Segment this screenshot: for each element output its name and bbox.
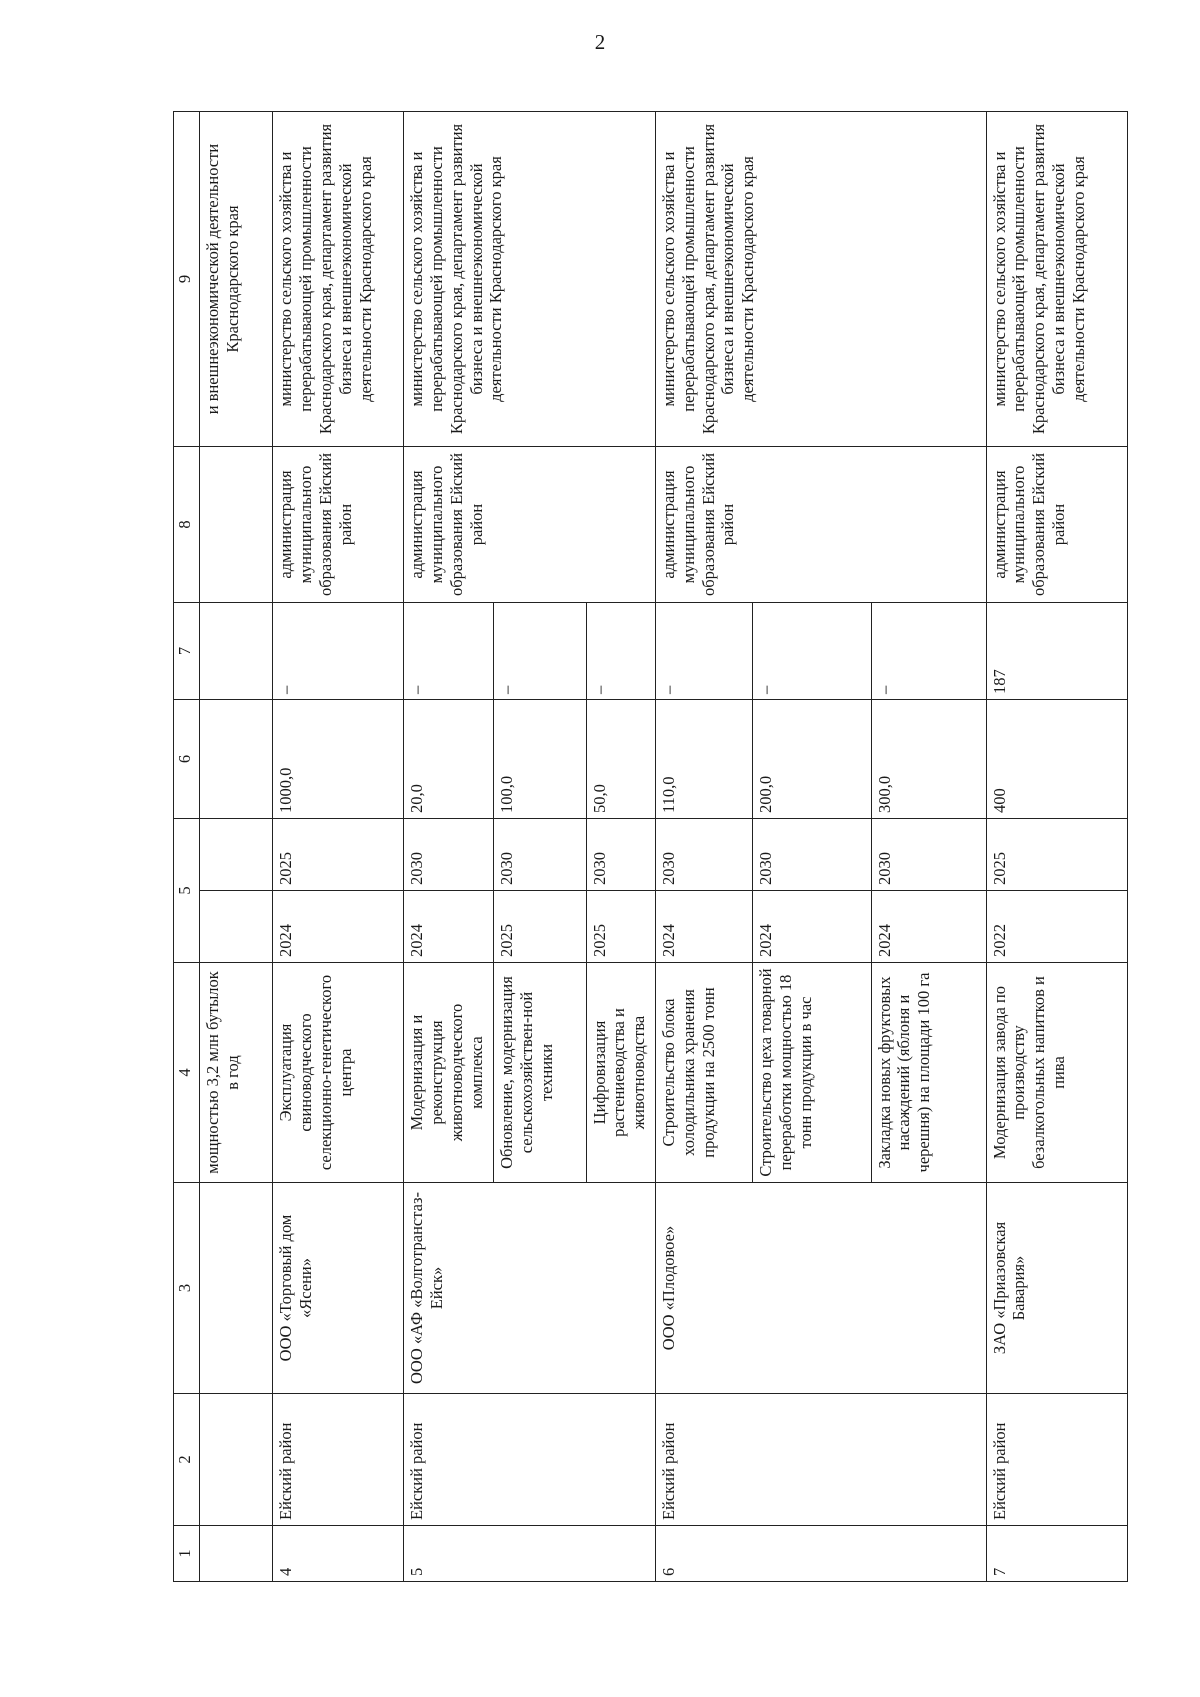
col-header-5: 5 — [174, 819, 200, 963]
cell-end-year: 2030 — [404, 819, 494, 891]
cell-district: Ейский район — [273, 1394, 404, 1526]
cell-administration: администрация муниципального образования Ейский район — [273, 447, 404, 603]
cell-investment: 100,0 — [494, 700, 586, 819]
cell-jobs: – — [586, 603, 655, 700]
cell-project-name: Закладка новых фруктовых насаждений (яблоня и черешня) на площади 100 га — [871, 963, 986, 1183]
cell-start-year: 2025 — [586, 891, 655, 963]
cell-company: ЗАО «Приазовская Бавария» — [986, 1183, 1127, 1394]
cell-jobs: 187 — [986, 603, 1127, 700]
col-header-6: 6 — [174, 700, 200, 819]
cell-investment: 400 — [986, 700, 1127, 819]
cell-company: ООО «Торговый дом «Ясени» — [273, 1183, 404, 1394]
cell-company: ООО «АФ «Волготранстаз-Ейск» — [404, 1183, 656, 1394]
cell-start-year: 2024 — [655, 891, 752, 963]
cell-investment: 200,0 — [753, 700, 871, 819]
cell-ministry: министерство сельского хозяйства и перерабатывающей промышленности Краснодарского края, департамент развития бизнеса и внешнеэкономической деятельности Краснодарского края — [404, 112, 656, 447]
cell-jobs: – — [871, 603, 986, 700]
cell-jobs: – — [273, 603, 404, 700]
cell-row-number: 6 — [655, 1526, 986, 1582]
table-row — [273, 112, 404, 1582]
col-header-4: 4 — [174, 963, 200, 1183]
table-row — [404, 112, 494, 1582]
cell-administration: администрация муниципального образования Ейский район — [404, 447, 656, 603]
cell-start-year: 2022 — [986, 891, 1127, 963]
col-header-9: 9 — [174, 112, 200, 447]
cell-jobs: – — [404, 603, 494, 700]
cell-ministry: министерство сельского хозяйства и перерабатывающей промышленности Краснодарского края, департамент развития бизнеса и внешнеэкономической деятельности Краснодарского края — [986, 112, 1127, 447]
cell-ministry: министерство сельского хозяйства и перерабатывающей промышленности Краснодарского края, департамент развития бизнеса и внешнеэкономической деятельности Краснодарского края — [655, 112, 986, 447]
cell-investment: 50,0 — [586, 700, 655, 819]
cell-end-year: 2025 — [273, 819, 404, 891]
cell-district: Ейский район — [404, 1394, 656, 1526]
cell-project-name: Эксплуатация свиноводческого селекционно-генетического центра — [273, 963, 404, 1183]
cell-end-year: 2030 — [586, 819, 655, 891]
cell-project-name: Цифровизация растениеводства и животноводства — [586, 963, 655, 1183]
cell-project-name: Модернизация и реконструкция животноводческого комплекса — [404, 963, 494, 1183]
cell-start-year: 2024 — [753, 891, 871, 963]
cell-end-year: 2030 — [753, 819, 871, 891]
cell-row-number: 4 — [273, 1526, 404, 1582]
cell-administration: администрация муниципального образования Ейский район — [655, 447, 986, 603]
col-header-7: 7 — [174, 603, 200, 700]
cell-jobs: – — [753, 603, 871, 700]
cell-project-name: Обновление, модернизация сельскохозяйствен-ной техники — [494, 963, 586, 1183]
cell-row-number: 5 — [404, 1526, 656, 1582]
cell-investment: 1000,0 — [273, 700, 404, 819]
projects-table — [173, 111, 1128, 1582]
cell-ministry: министерство сельского хозяйства и перерабатывающей промышленности Краснодарского края, департамент развития бизнеса и внешнеэкономической деятельности Краснодарского края — [273, 112, 404, 447]
rotated-table-wrapper — [173, 112, 1128, 1582]
col-header-1: 1 — [174, 1526, 200, 1582]
col-header-2: 2 — [174, 1394, 200, 1526]
table-row — [986, 112, 1127, 1582]
cell-investment: 110,0 — [655, 700, 752, 819]
cell-district: Ейский район — [655, 1394, 986, 1526]
cell-investment: 20,0 — [404, 700, 494, 819]
continuation-row — [200, 112, 273, 1582]
cell-end-year: 2030 — [871, 819, 986, 891]
cell-continuation-project: мощностью 3,2 млн бутылок в год — [200, 963, 273, 1183]
cell-project-name: Строительство блока холодильника хранения продукции на 2500 тонн — [655, 963, 752, 1183]
cell-row-number: 7 — [986, 1526, 1127, 1582]
cell-end-year: 2025 — [986, 819, 1127, 891]
cell-administration: администрация муниципального образования Ейский район — [986, 447, 1127, 603]
col-header-8: 8 — [174, 447, 200, 603]
cell-jobs: – — [655, 603, 752, 700]
cell-company: ООО «Плодовое» — [655, 1183, 986, 1394]
cell-start-year: 2024 — [871, 891, 986, 963]
cell-district: Ейский район — [986, 1394, 1127, 1526]
cell-project-name: Модернизация завода по производству безалкогольных напитков и пива — [986, 963, 1127, 1183]
cell-jobs: – — [494, 603, 586, 700]
page-number: 2 — [594, 30, 606, 54]
cell-start-year: 2025 — [494, 891, 586, 963]
cell-end-year: 2030 — [494, 819, 586, 891]
col-header-3: 3 — [174, 1183, 200, 1394]
cell-start-year: 2024 — [273, 891, 404, 963]
cell-investment: 300,0 — [871, 700, 986, 819]
cell-project-name: Строительство цеха товарной переработки мощностью 18 тонн продукции в час — [753, 963, 871, 1183]
cell-continuation-ministry: и внешнеэкономической деятельности Краснодарского края — [200, 112, 273, 447]
table-row — [655, 112, 752, 1582]
header-row — [174, 112, 200, 1582]
cell-end-year: 2030 — [655, 819, 752, 891]
cell-start-year: 2024 — [404, 891, 494, 963]
